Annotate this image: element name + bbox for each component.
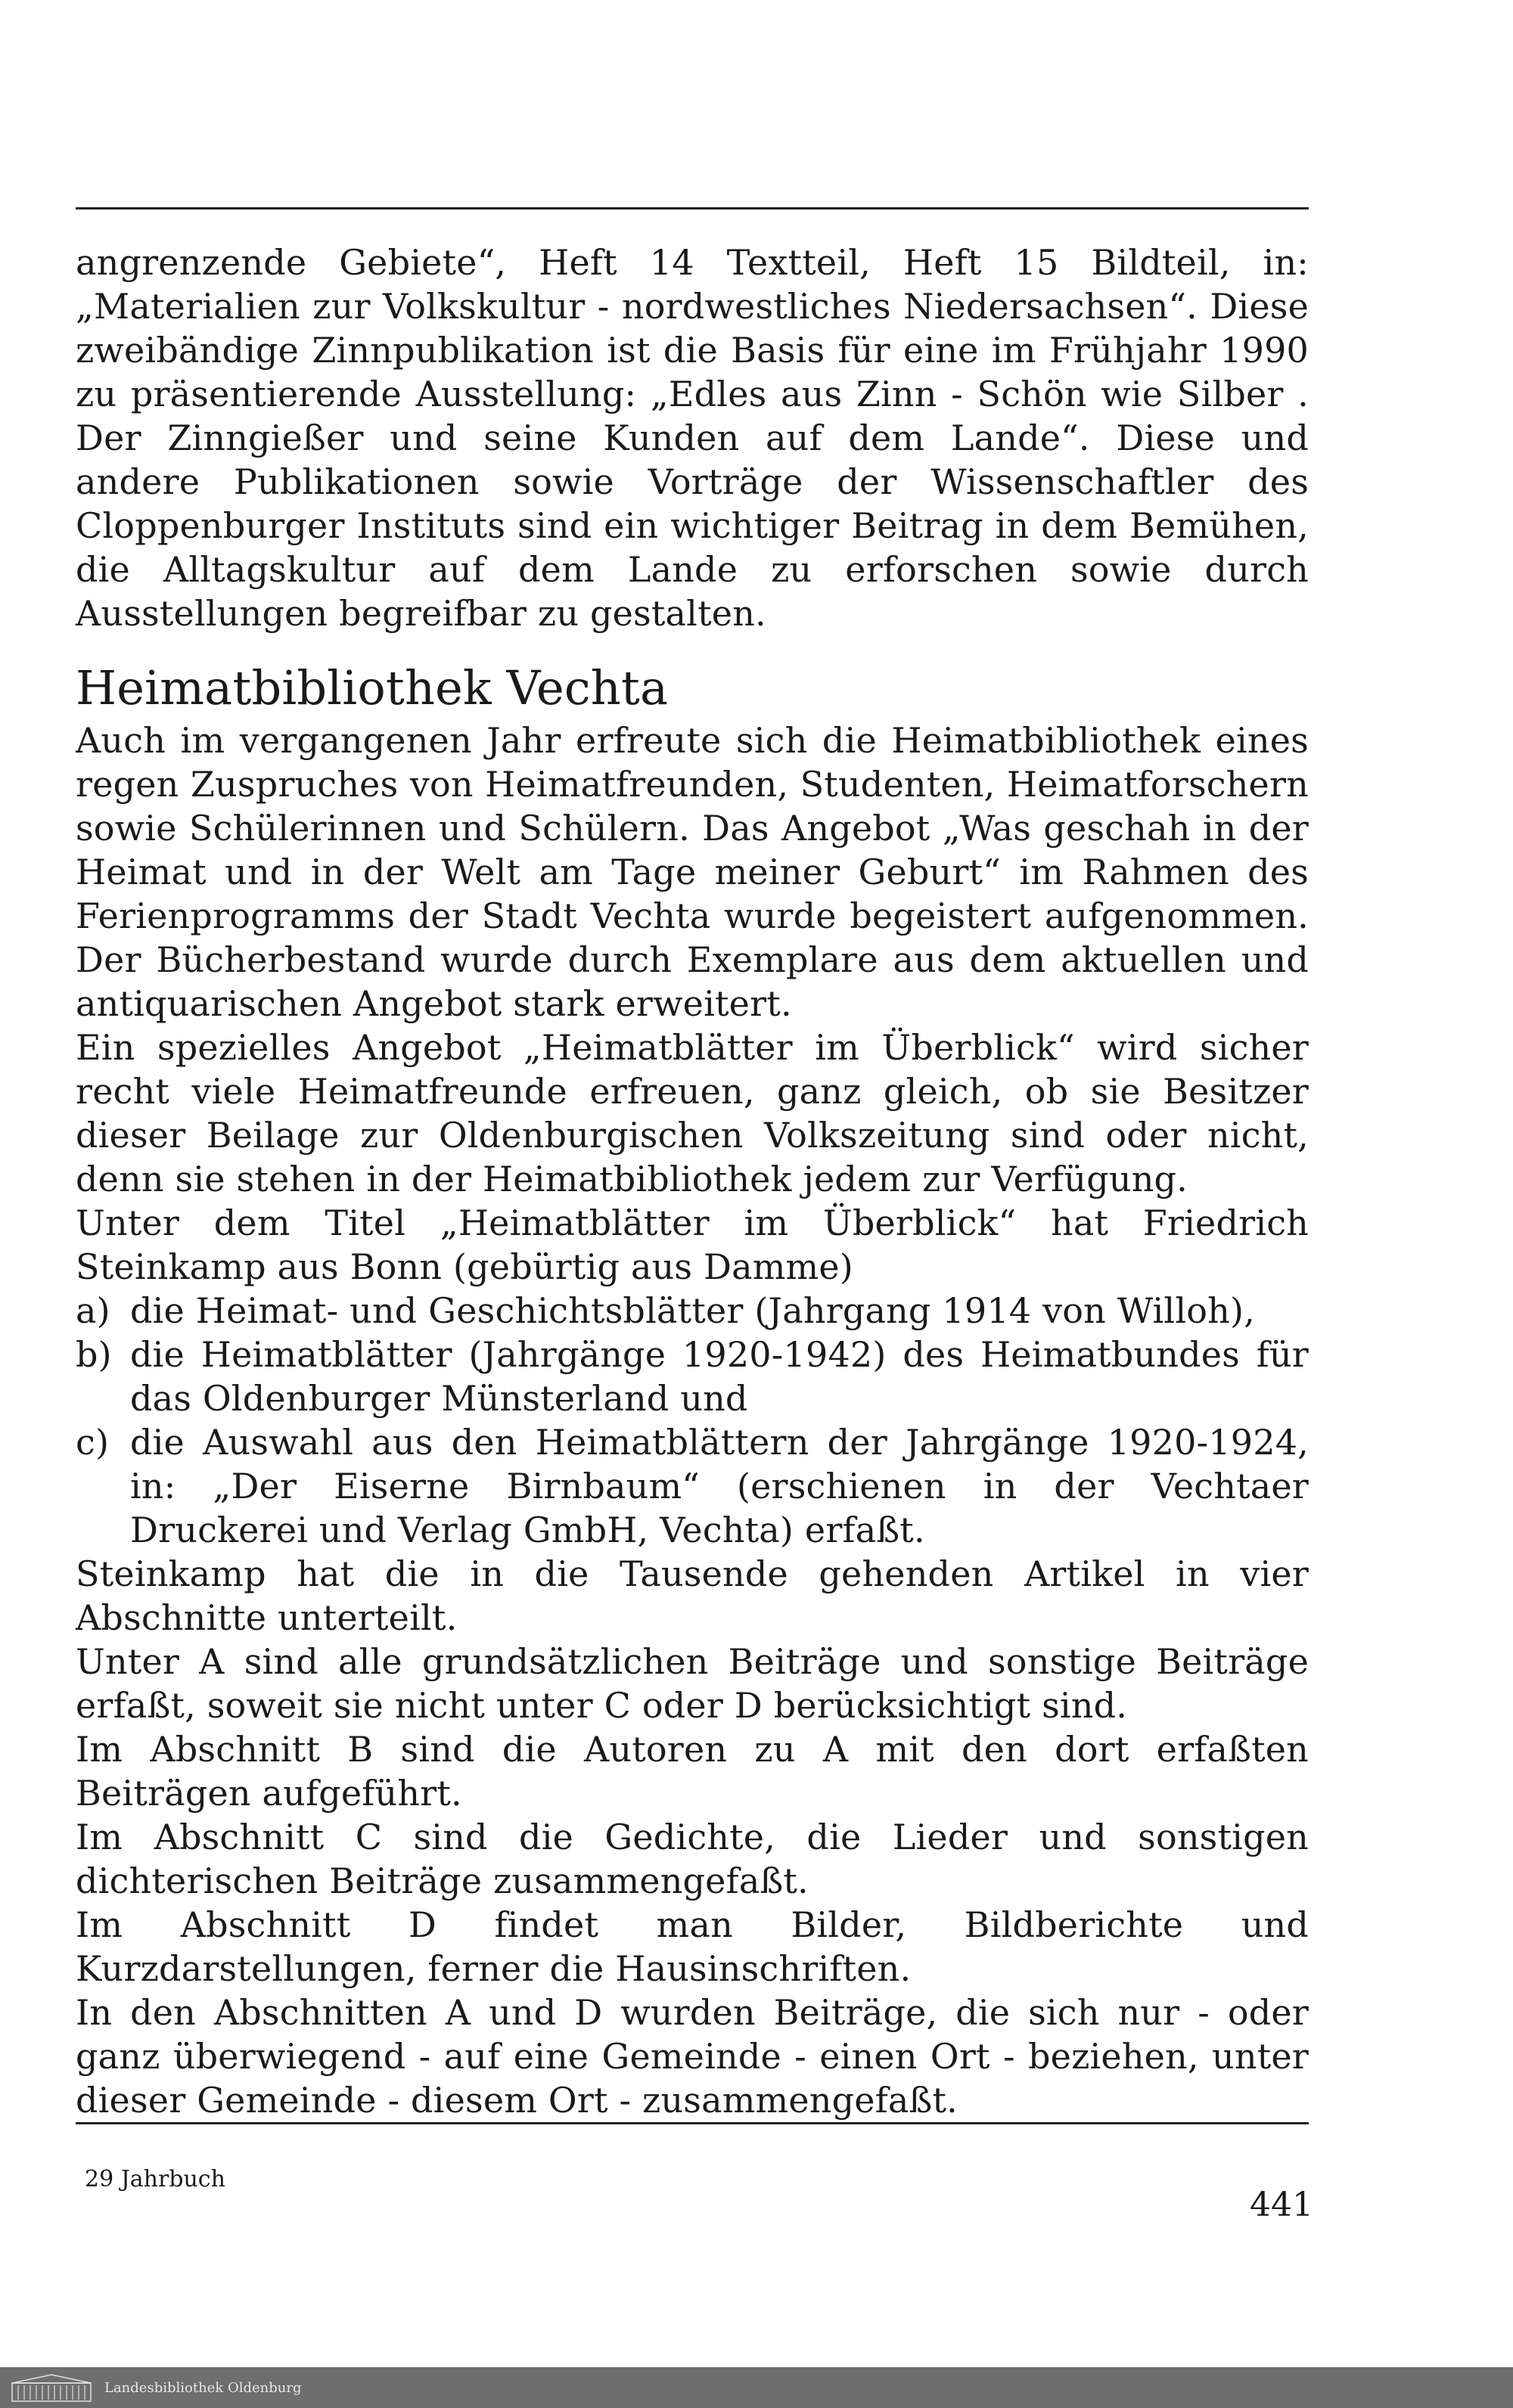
list-item xyxy=(76,1420,1309,1552)
paragraph: In den Abschnitten A und D wurden Beiträge, die sich nur - oder ganz überwiegend - auf eine Gemeinde - einen Ort - beziehen, unter dieser Gemeinde - diesem Ort - zusammengefaßt. xyxy=(76,1992,1309,2121)
signature-note: 29 Jahrbuch xyxy=(85,2166,225,2192)
bottom-rule xyxy=(76,2122,1309,2124)
top-rule xyxy=(76,207,1309,209)
list-item xyxy=(76,1289,1309,1333)
paragraph: Unter dem Titel „Heimatblätter im Überblick“ hat Friedrich Steinkamp aus Bonn (gebürtig aus Damme) xyxy=(76,1202,1309,1287)
list-item xyxy=(76,1333,1309,1420)
page-number: 441 xyxy=(1250,2186,1313,2224)
library-bar xyxy=(0,2367,1513,2408)
paragraph: Im Abschnitt B sind die Autoren zu A mit den dort erfaßten Beiträgen aufgeführt. xyxy=(76,1729,1309,1814)
list-text: die Auswahl aus den Heimatblättern der Jahrgänge 1920-1924, in: „Der Eiserne Birnbaum“ (erschienen in der Vechtaer Druckerei und Verlag GmbH, Vechta) erfaßt. xyxy=(130,1422,1309,1550)
list-marker: b) xyxy=(76,1334,112,1375)
paragraph: Im Abschnitt D findet man Bilder, Bildberichte und Kurzdarstellungen, ferner die Hausinschriften. xyxy=(76,1904,1309,1989)
paragraph: Ein spezielles Angebot „Heimatblätter im Überblick“ wird sicher recht viele Heimatfreunde erfreuen, ganz gleich, ob sie Besitzer dieser Beilage zur Oldenburgischen Volkszeitung sind oder nicht, denn sie stehen in der Heimatbibliothek jedem zur Verfügung. xyxy=(76,1027,1309,1199)
paragraph: Steinkamp hat die in die Tausende gehenden Artikel in vier Abschnitte unterteilt. xyxy=(76,1553,1309,1638)
page-body xyxy=(76,240,1309,2122)
list-text: die Heimatblätter (Jahrgänge 1920-1942) des Heimatbundes für das Oldenburger Münsterland und xyxy=(130,1334,1309,1419)
list-marker: c) xyxy=(76,1422,110,1463)
library-building-icon xyxy=(11,2372,92,2403)
paragraph: Im Abschnitt C sind die Gedichte, die Lieder und sonstigen dichterischen Beiträge zusammengefaßt. xyxy=(76,1817,1309,1901)
library-name: Landesbibliothek Oldenburg xyxy=(104,2379,302,2396)
list-text: die Heimat- und Geschichtsblätter (Jahrgang 1914 von Willoh), xyxy=(130,1290,1255,1331)
list-marker: a) xyxy=(76,1290,110,1331)
paragraph: Unter A sind alle grundsätzlichen Beiträge und sonstige Beiträge erfaßt, soweit sie nicht unter C oder D berücksichtigt sind. xyxy=(76,1641,1309,1726)
paragraph-continuation: angrenzende Gebiete“, Heft 14 Textteil, Heft 15 Bildteil, in: „Materialien zur Volkskultur - nordwestliches Niedersachsen“. Diese zweibändige Zinnpublikation ist die Basis für eine im Frühjahr 1990 zu präsentierende Ausstellung: „Edles aus Zinn - Schön wie Silber . Der Zinngießer und seine Kunden auf dem Lande“. Diese und andere Publikationen sowie Vorträge der Wissenschaftler des Cloppenburger Instituts sind ein wichtiger Beitrag in dem Bemühen, die Alltagskultur auf dem Lande zu erforschen sowie durch Ausstellungen begreifbar zu gestalten. xyxy=(76,242,1309,634)
section-heading: Heimatbibliothek Vechta xyxy=(76,660,669,715)
paragraph: Auch im vergangenen Jahr erfreute sich die Heimatbibliothek eines regen Zuspruches von Heimatfreunden, Studenten, Heimatforschern sowie Schülerinnen und Schülern. Das Angebot „Was geschah in der Heimat und in der Welt am Tage meiner Geburt“ im Rahmen des Ferienprogramms der Stadt Vechta wurde begeistert aufgenommen. Der Bücherbestand wurde durch Exemplare aus dem aktuellen und antiquarischen Angebot stark erweitert. xyxy=(76,720,1309,1024)
